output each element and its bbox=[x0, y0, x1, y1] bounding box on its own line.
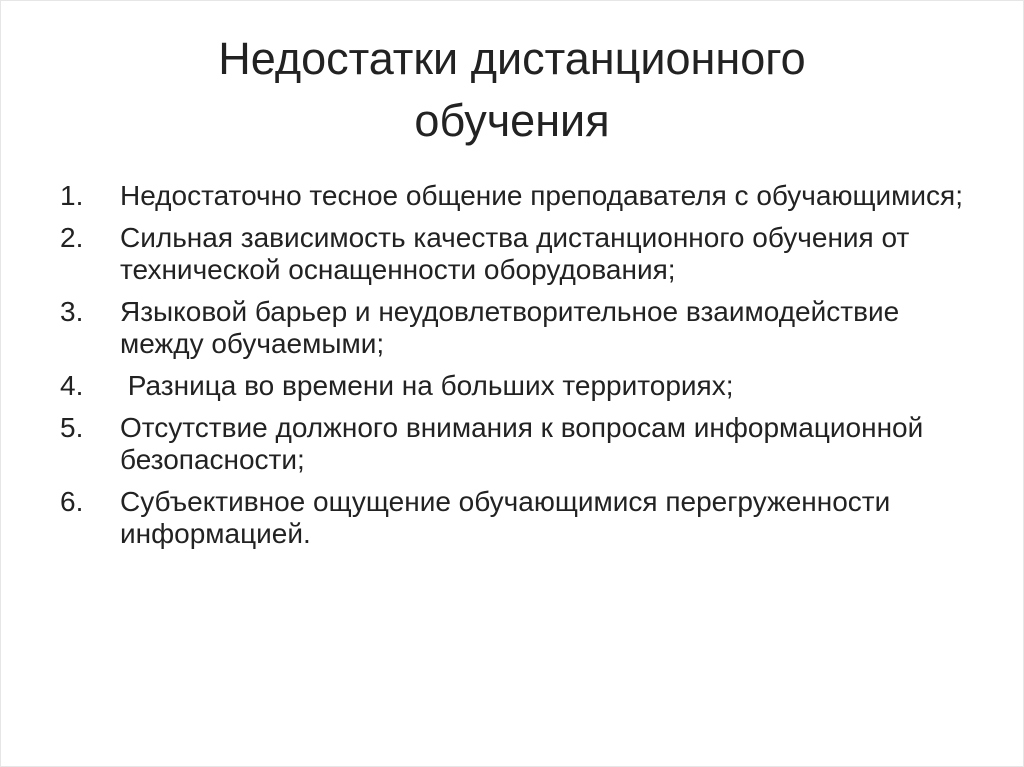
list-item bbox=[60, 412, 980, 476]
list-item bbox=[60, 296, 980, 360]
list-item bbox=[60, 222, 980, 286]
list-item-number: 1. bbox=[60, 180, 84, 211]
list-item bbox=[60, 370, 980, 402]
list-item-text: Языковой барьер и неудовлетворительное взаимодействие между обучаемыми; bbox=[120, 296, 907, 359]
list-item-number: 3. bbox=[60, 296, 84, 327]
disadvantages-list bbox=[60, 180, 980, 560]
list-item-number: 2. bbox=[60, 222, 84, 253]
list-item bbox=[60, 486, 980, 550]
list-item-text: Субъективное ощущение обучающимися перегруженности информацией. bbox=[120, 486, 899, 549]
list-item-text: Отсутствие должного внимания к вопросам информационной безопасности; bbox=[120, 412, 932, 475]
list-item bbox=[60, 180, 980, 212]
list-item-text: Разница во времени на больших территориях; bbox=[120, 370, 734, 401]
list-item-number: 6. bbox=[60, 486, 84, 517]
list-item-number: 4. bbox=[60, 370, 84, 401]
slide-title: Недостатки дистанционного обучения bbox=[218, 33, 806, 146]
list-item-text: Сильная зависимость качества дистанционного обучения от технической оснащенности оборудования; bbox=[120, 222, 918, 285]
list-item-number: 5. bbox=[60, 412, 84, 443]
list-item-text: Недостаточно тесное общение преподавателя с обучающимися; bbox=[120, 180, 963, 211]
